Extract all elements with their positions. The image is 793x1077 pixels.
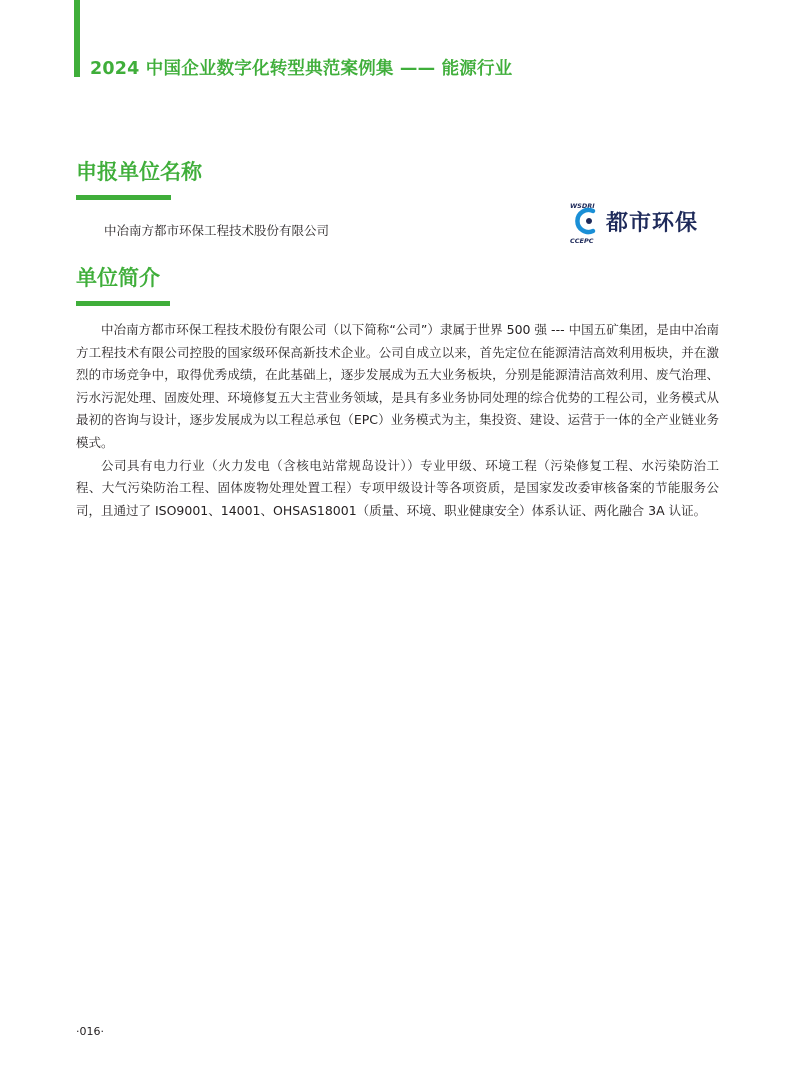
intro-paragraph-2: 公司具有电力行业（火力发电（含核电站常规岛设计））专业甲级、环境工程（污染修复工程、水污染防治工程、大气污染防治工程、固体废物处理处置工程）专项甲级设计等各项资质，是国家发改委审核备案的节能服务公司，且通过了 ISO9001、14001、OHSAS18001（质量、环境、职业健康安全）体系认证、两化融合 3A 认证。 bbox=[76, 457, 719, 518]
page-number: ·016· bbox=[76, 1025, 104, 1038]
logo-dot bbox=[586, 218, 592, 224]
section-title-applicant: 申报单位名称 bbox=[76, 160, 202, 184]
section-underline-applicant bbox=[76, 195, 171, 200]
logo-mark-bottom: CCEPC bbox=[570, 237, 594, 245]
logo-mark-top: WSDRI bbox=[570, 202, 595, 210]
running-header-title: 2024 中国企业数字化转型典范案例集 —— 能源行业 bbox=[90, 59, 513, 79]
section-title-intro: 单位简介 bbox=[76, 266, 160, 290]
section-underline-intro bbox=[76, 301, 170, 306]
company-logo bbox=[569, 197, 721, 245]
intro-paragraph-1: 中冶南方都市环保工程技术股份有限公司（以下简称“公司”）隶属于世界 500 强 --- 中国五矿集团，是由中冶南方工程技术有限公司控股的国家级环保高新技术企业。公司自成立以来，首先定位在能源清洁高效利用板块，并在激烈的市场竞争中，取得优秀成绩，在此基础上，逐步发展成为五大业务板块，分别是能源清洁高效利用、废气治理、污水污泥处理、固废处理、环境修复五大主营业务领域，是具有多业务协同处理的综合优势的工程公司，业务模式从最初的咨询与设计，逐步发展成为以工程总承包（EPC）业务模式为主，集投资、建设、运营于一体的全产业链业务模式。 bbox=[76, 322, 719, 450]
intro-body bbox=[76, 319, 719, 522]
company-name: 中冶南方都市环保工程技术股份有限公司 bbox=[104, 223, 330, 238]
header-accent-bar bbox=[74, 0, 80, 77]
company-logo-icon bbox=[569, 197, 605, 245]
logo-wordmark: 都市环保 bbox=[606, 210, 699, 236]
